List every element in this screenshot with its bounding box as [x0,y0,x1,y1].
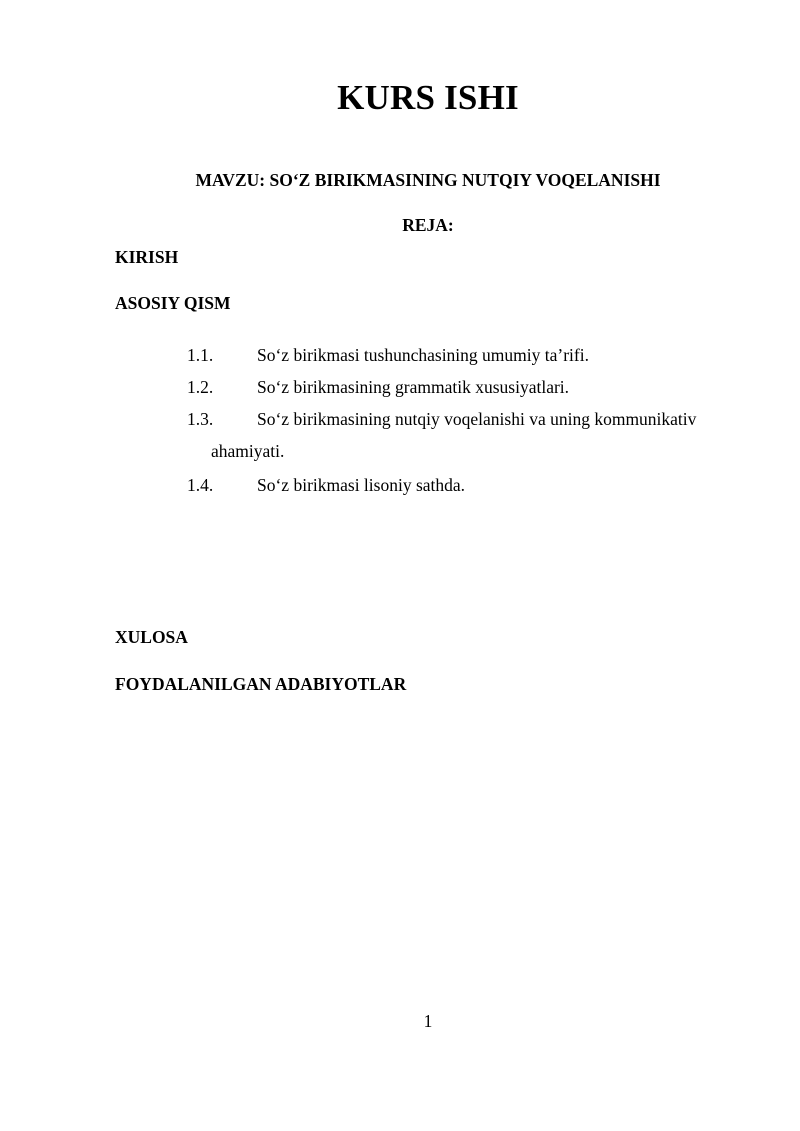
section-intro: KIRISH [115,247,179,267]
list-item-text: So‘z birikmasi tushunchasining umumiy ta’rifi. [257,345,589,365]
section-main: ASOSIY QISM [115,293,231,313]
list-item-number: 1.3. [187,409,214,429]
list-item-text: So‘z birikmasining nutqiy voqelanishi va uning kommunikativ [257,409,697,429]
section-references: FOYDALANILGAN ADABIYOTLAR [115,674,407,694]
section-conclusion: XULOSA [115,627,188,647]
plan-heading: REJA: [402,215,454,235]
topic-heading: MAVZU: SO‘Z BIRIKMASINING NUTQIY VOQELANISHI [195,170,661,190]
document-title: KURS ISHI [337,78,519,117]
page-number: 1 [423,1011,433,1031]
list-item-number: 1.4. [187,475,214,495]
list-item-number: 1.1. [187,345,214,365]
list-item-text: So‘z birikmasining grammatik xususiyatlari. [257,377,570,397]
list-item-continuation: ahamiyati. [211,441,285,461]
list-item-number: 1.2. [187,377,214,397]
list-item-text: So‘z birikmasi lisoniy sathda. [257,475,466,495]
